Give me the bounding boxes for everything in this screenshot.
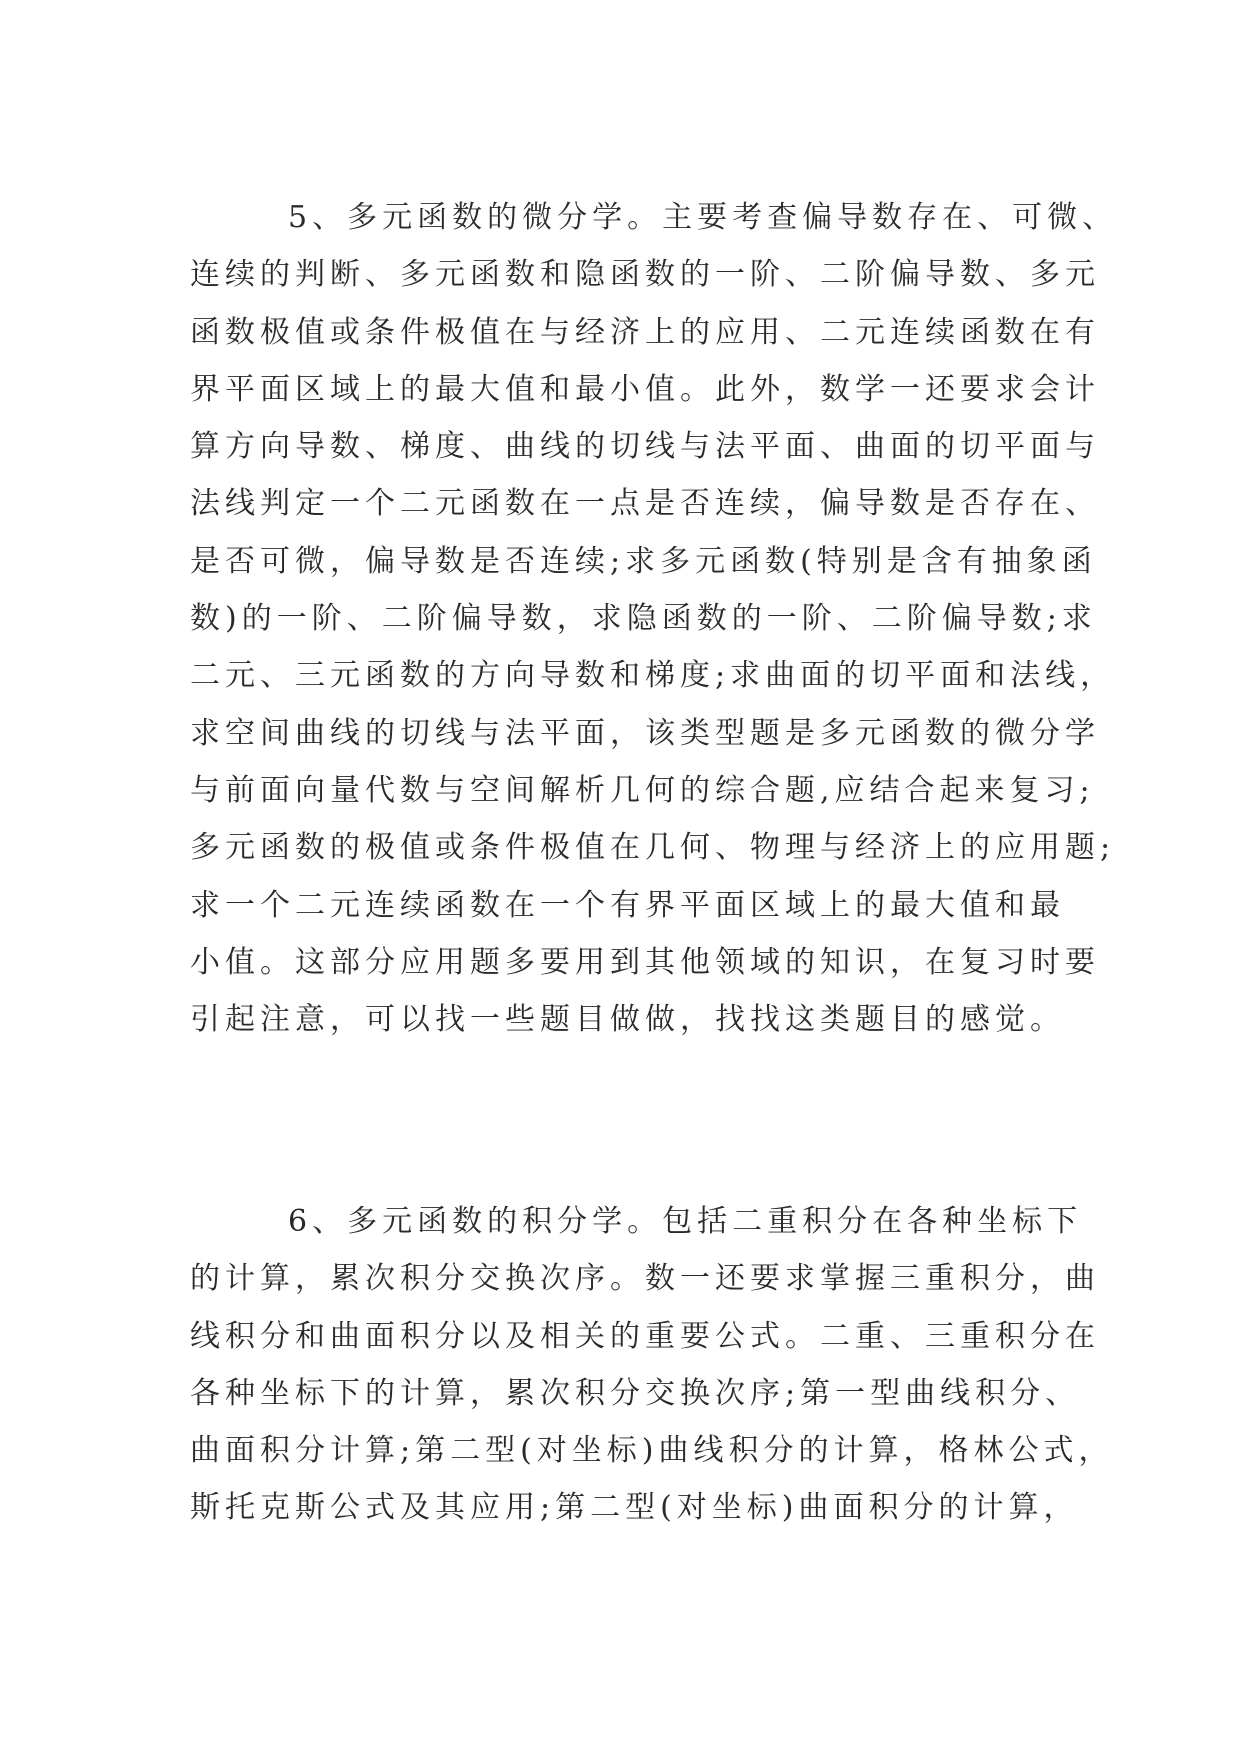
text-line: 6、多元函数的积分学。包括二重积分在各种坐标下: [288, 1204, 1083, 1239]
text-line: 斯托克斯公式及其应用;第二型(对坐标)曲面积分的计算，: [190, 1490, 1079, 1526]
text-line: 数)的一阶、二阶偏导数，求隐函数的一阶、二阶偏导数;求: [190, 601, 1097, 637]
text-line: 的计算，累次积分交换次序。数一还要求掌握三重积分，曲: [190, 1261, 1100, 1297]
text-line: 法线判定一个二元函数在一点是否连续，偏导数是否存在、: [190, 486, 1100, 522]
text-line: 连续的判断、多元函数和隐函数的一阶、二阶偏导数、多元: [190, 257, 1100, 293]
text-line: 函数极值或条件极值在与经济上的应用、二元连续函数在有: [190, 314, 1100, 350]
text-line: 算方向导数、梯度、曲线的切线与法平面、曲面的切平面与: [190, 429, 1100, 465]
text-line: 多元函数的极值或条件极值在几何、物理与经济上的应用题;: [190, 830, 1116, 866]
text-line: 是否可微，偏导数是否连续;求多元函数(特别是含有抽象函: [190, 543, 1097, 579]
text-line: 线积分和曲面积分以及相关的重要公式。二重、三重积分在: [190, 1318, 1100, 1354]
text-line: 曲面积分计算;第二型(对坐标)曲线积分的计算，格林公式，: [190, 1433, 1114, 1469]
text-line: 求空间曲线的切线与法平面，该类型题是多元函数的微分学: [190, 715, 1100, 751]
text-line: 5、多元函数的微分学。主要考查偏导数存在、可微、: [288, 200, 1118, 235]
text-line: 二元、三元函数的方向导数和梯度;求曲面的切平面和法线，: [190, 658, 1116, 694]
text-line: 界平面区域上的最大值和最小值。此外，数学一还要求会计: [190, 371, 1100, 407]
text-line: 求一个二元连续函数在一个有界平面区域上的最大值和最: [190, 887, 1065, 923]
paragraph-multivariable-integral: [190, 1193, 1114, 1537]
text-line: 各种坐标下的计算，累次积分交换次序;第一型曲线积分、: [190, 1375, 1081, 1411]
text-line: 小值。这部分应用题多要用到其他领域的知识，在复习时要: [190, 944, 1100, 980]
text-line: 与前面向量代数与空间解析几何的综合题,应结合起来复习;: [190, 772, 1095, 808]
text-line: 引起注意，可以找一些题目做做，找找这类题目的感觉。: [190, 1002, 1065, 1038]
paragraph-multivariable-differential: [190, 189, 1118, 1048]
